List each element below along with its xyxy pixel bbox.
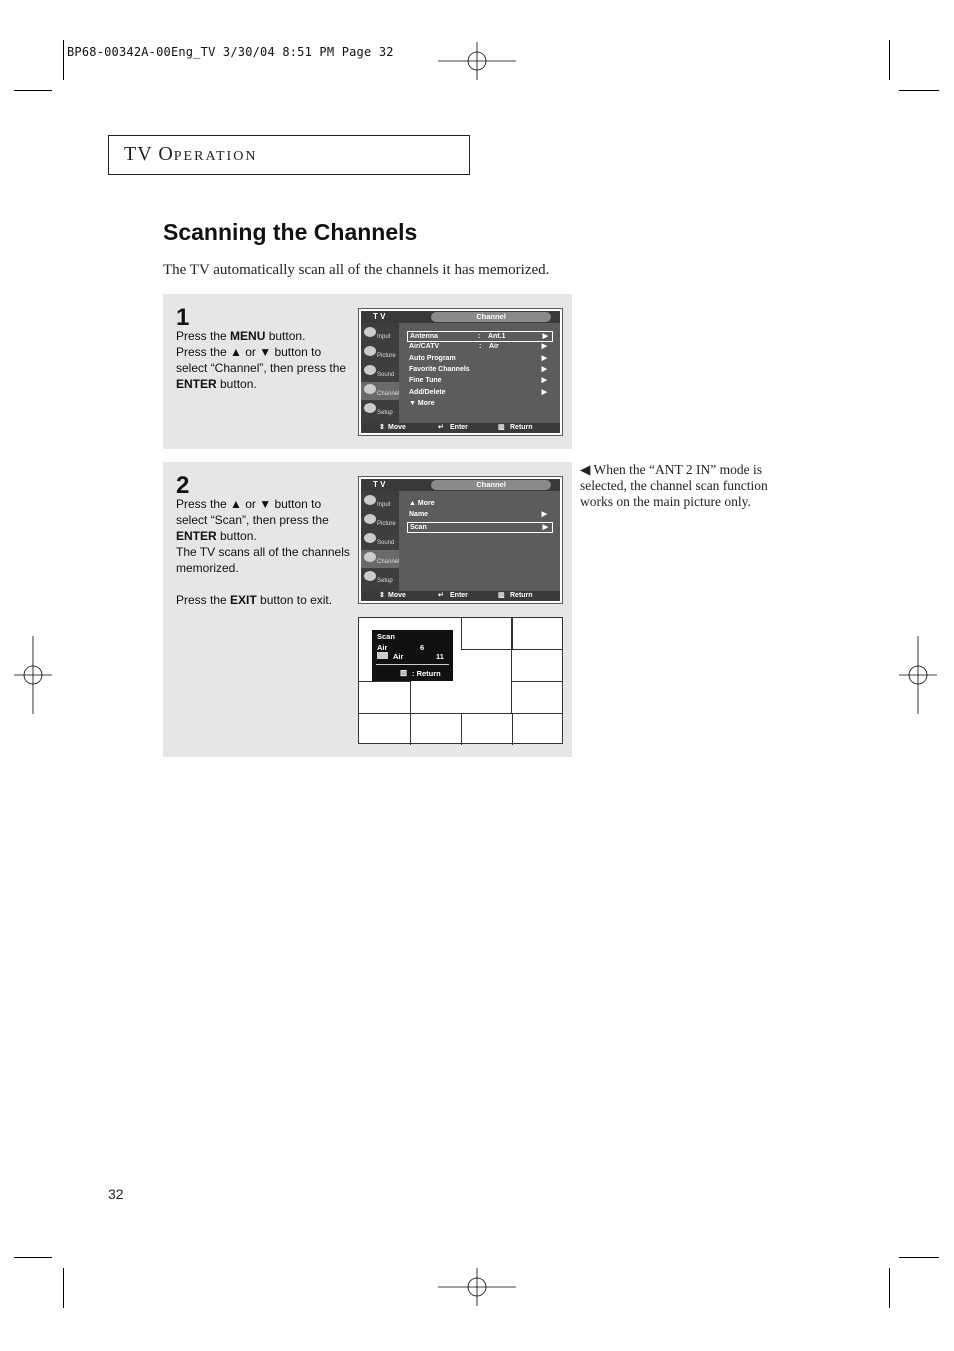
osd-tab-channel: Channel — [431, 312, 551, 322]
page-number: 32 — [108, 1186, 124, 1202]
return-icon: ▥ — [400, 668, 408, 677]
crop-mark — [899, 90, 939, 91]
picture-icon — [364, 514, 376, 524]
input-icon — [364, 495, 376, 505]
channel-icon — [364, 552, 376, 562]
osd-row-label: Auto Program — [409, 354, 456, 362]
registration-mark-icon — [899, 636, 937, 714]
scan-pip-value: 11 — [436, 652, 444, 661]
osd-sidebar — [361, 323, 399, 423]
osd-footer — [361, 423, 560, 433]
osd-side-label: Channel — [377, 391, 400, 397]
step-line: memorized. — [176, 561, 239, 575]
step-1-text — [176, 328, 356, 392]
osd-footer-move: Move — [388, 424, 406, 431]
osd-side-item-channel — [361, 550, 399, 568]
registration-mark-icon — [438, 1268, 516, 1306]
osd-sidebar — [361, 491, 399, 591]
osd-row — [409, 499, 551, 508]
arrow-right-icon: ▶ — [541, 365, 547, 373]
step-2-text — [176, 496, 356, 608]
step-line: Press the ▲ or ▼ button to — [176, 345, 322, 359]
osd-row — [409, 376, 551, 385]
osd-row — [409, 399, 551, 408]
arrow-right-icon: ▶ — [542, 333, 548, 340]
step-line: Press the EXIT button to exit. — [176, 593, 333, 607]
intro-text: The TV automatically scan all of the channels it has memorized. — [163, 262, 550, 278]
scan-air-label: Air — [377, 643, 388, 652]
scan-title: Scan — [377, 632, 395, 641]
osd-side-item-setup — [361, 401, 399, 419]
osd-footer-enter: Enter — [450, 424, 468, 431]
key-name: MENU — [230, 329, 266, 343]
registration-mark-icon — [438, 42, 516, 80]
print-slug: BP68-00342A-00Eng_TV 3/30/04 8:51 PM Page 32 — [67, 45, 394, 59]
arrow-right-icon: ▶ — [541, 511, 547, 519]
osd-side-label: Sound — [377, 540, 395, 546]
key-name: ENTER — [176, 377, 217, 391]
page-title: Scanning the Channels — [163, 219, 418, 245]
osd-row-value: Ant.1 — [488, 333, 506, 340]
pip-icon — [377, 652, 388, 659]
sound-icon — [364, 533, 376, 543]
osd-side-item-channel — [361, 382, 399, 400]
channel-icon — [364, 384, 376, 394]
osd-row-colon: : — [478, 333, 481, 340]
osd-return-icon: ▥ — [498, 592, 505, 599]
osd-footer-return: Return — [510, 424, 533, 431]
picture-icon — [364, 346, 376, 356]
osd-row — [409, 365, 551, 374]
osd-row — [409, 342, 551, 351]
scan-divider — [376, 664, 449, 665]
crop-mark — [63, 40, 64, 80]
osd-move-icon: ⇕ — [379, 424, 385, 431]
step-2-number: 2 — [176, 472, 190, 499]
section-header-first: TV — [124, 143, 153, 165]
step-line: select “Scan”, then press the — [176, 513, 329, 527]
osd-row-label: ▲ More — [409, 500, 435, 507]
osd-channel-menu-1 — [358, 308, 563, 436]
osd-side-label: Setup — [377, 410, 393, 416]
registration-mark-icon — [14, 636, 52, 714]
osd-row-label: Air/CATV — [409, 343, 440, 351]
osd-row-label: Fine Tune — [409, 377, 442, 385]
osd-side-item-input — [361, 325, 399, 343]
osd-footer-enter: Enter — [450, 592, 468, 599]
osd-row-label: Add/Delete — [409, 388, 446, 396]
osd-side-item-picture — [361, 512, 399, 530]
osd-row-label: Favorite Channels — [409, 365, 470, 373]
setup-icon — [364, 403, 376, 413]
arrow-right-icon: ▶ — [541, 354, 547, 362]
osd-side-label: Input — [377, 334, 391, 340]
osd-side-label: Sound — [377, 372, 395, 378]
osd-footer-move: Move — [388, 592, 406, 599]
crop-mark — [63, 1268, 64, 1308]
step-line — [176, 576, 356, 592]
osd-side-item-sound — [361, 531, 399, 549]
osd-row — [409, 354, 551, 363]
step-line: The TV scans all of the channels — [176, 545, 350, 559]
osd-row-label: Name — [409, 511, 429, 519]
osd-side-label: Channel — [377, 559, 400, 565]
osd-channel-menu-2 — [358, 476, 563, 604]
arrow-right-icon: ▶ — [542, 523, 548, 531]
osd-row-label: ▼ More — [409, 399, 435, 407]
osd-move-icon: ⇕ — [379, 592, 385, 599]
osd-side-item-setup — [361, 569, 399, 587]
osd-tv-label: T V — [373, 480, 386, 489]
scan-pip-label: Air — [393, 652, 404, 661]
scan-progress-box — [372, 630, 453, 681]
section-header-cap: O — [158, 143, 174, 165]
osd-row-label: Scan — [410, 523, 427, 531]
section-header-rest: PERATION — [173, 149, 258, 164]
osd-row — [407, 522, 553, 533]
crop-mark — [889, 1268, 890, 1308]
osd-footer-return: Return — [510, 592, 533, 599]
scan-air-value: 6 — [420, 643, 425, 652]
setup-icon — [364, 571, 376, 581]
arrow-right-icon: ▶ — [541, 377, 547, 385]
osd-side-label: Picture — [377, 353, 396, 359]
crop-mark — [14, 90, 52, 91]
osd-row — [409, 388, 551, 397]
scan-return: : Return — [412, 669, 441, 678]
note-text: ◀ When the “ANT 2 IN” mode is selected, the channel scan function works on the main picture only. — [580, 462, 768, 509]
osd-row-label: Antenna — [410, 333, 438, 340]
osd-enter-icon: ↵ — [438, 424, 444, 431]
step-line: Press the ▲ or ▼ button to — [176, 497, 322, 511]
osd-row-colon: : — [479, 343, 482, 351]
input-icon — [364, 327, 376, 337]
osd-side-item-input — [361, 493, 399, 511]
step-line: select “Channel”, then press the — [176, 361, 347, 375]
osd-titlebar — [361, 479, 560, 491]
osd-tv-label: T V — [373, 312, 386, 321]
osd-row-value: Air — [489, 343, 499, 351]
key-name: EXIT — [230, 593, 257, 607]
step-line: Press the MENU button. — [176, 329, 306, 343]
arrow-right-icon: ▶ — [541, 388, 547, 396]
osd-tab-channel: Channel — [431, 480, 551, 490]
osd-footer — [361, 591, 560, 601]
section-header — [124, 143, 257, 166]
step-1-number: 1 — [176, 304, 190, 331]
osd-row — [409, 510, 551, 519]
step-line: ENTER button. — [176, 529, 257, 543]
osd-return-icon: ▥ — [498, 424, 505, 431]
sound-icon — [364, 365, 376, 375]
crop-mark — [889, 40, 890, 80]
osd-side-label: Picture — [377, 521, 396, 527]
osd-enter-icon: ↵ — [438, 592, 444, 599]
osd-titlebar — [361, 311, 560, 323]
osd-side-label: Setup — [377, 578, 393, 584]
step-line: ENTER button. — [176, 377, 257, 391]
crop-mark — [899, 1257, 939, 1258]
crop-mark — [14, 1257, 52, 1258]
osd-side-item-sound — [361, 363, 399, 381]
osd-side-item-picture — [361, 344, 399, 362]
osd-side-label: Input — [377, 502, 391, 508]
key-name: ENTER — [176, 529, 217, 543]
arrow-right-icon: ▶ — [541, 343, 547, 351]
osd-row — [407, 331, 553, 342]
